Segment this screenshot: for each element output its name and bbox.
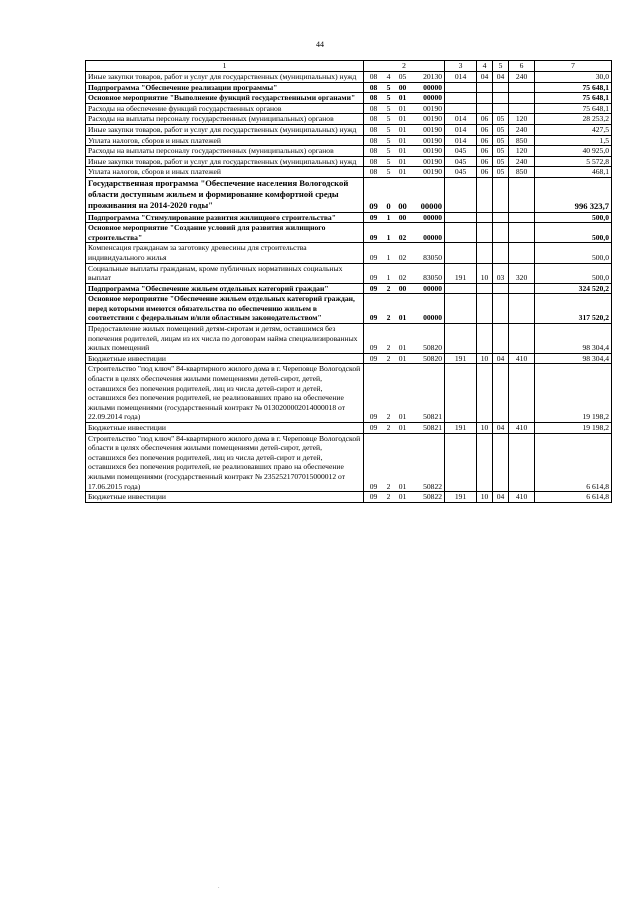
col-3-value (445, 82, 477, 93)
amount-value: 98 304,4 (535, 353, 612, 364)
col-4-value: 06 (477, 167, 493, 178)
table-row (86, 223, 612, 243)
row-name: Уплата налогов, сборов и иных платежей (86, 167, 364, 178)
col-6-value: 240 (509, 156, 535, 167)
col-6-value (509, 212, 535, 223)
table-row (86, 433, 612, 492)
col-5-value (493, 223, 509, 243)
code-program: 09 (364, 223, 384, 243)
col-5-value: 03 (493, 263, 509, 283)
row-name: Социальные выплаты гражданам, кроме публичных нормативных социальных выплат (86, 263, 364, 283)
code-program: 09 (364, 243, 384, 263)
code-subprogram: 5 (384, 124, 394, 135)
col-4-value (477, 103, 493, 114)
row-name: Строительство "под ключ" 84-квартирного жилого дома в г. Череповце Вологодской области в целях обеспечения жилыми помещениями детей-сирот, детей, оставшихся без попечения родителей, лиц из числа детей-сирот и детей, оставшихся без попечения родителей, не реализовавших право на обеспечение жилыми помещениями (государственный контракт № 0130200002014000018 от 22.09.2014 года) (86, 364, 364, 423)
code-subprogram: 5 (384, 93, 394, 104)
col-4-value (477, 212, 493, 223)
col-3-value: 191 (445, 263, 477, 283)
budget-table (85, 60, 612, 503)
code-event: 02 (394, 243, 412, 263)
code-subprogram: 5 (384, 146, 394, 157)
code-event: 01 (394, 364, 412, 423)
col-5-value (493, 324, 509, 354)
code-program: 09 (364, 212, 384, 223)
col-5-value (493, 294, 509, 324)
code-subprogram: 2 (384, 324, 394, 354)
col-4-value (477, 364, 493, 423)
header-col-6: 6 (509, 61, 535, 72)
code-event: 00 (394, 283, 412, 294)
code-program: 09 (364, 353, 384, 364)
code-program: 08 (364, 146, 384, 157)
col-4-value (477, 324, 493, 354)
col-6-value (509, 294, 535, 324)
code-event: 05 (394, 72, 412, 83)
code-subprogram: 2 (384, 283, 394, 294)
code-subprogram: 5 (384, 156, 394, 167)
table-row (86, 103, 612, 114)
col-4-value: 06 (477, 124, 493, 135)
col-3-value (445, 283, 477, 294)
table-row (86, 114, 612, 125)
row-name: Иные закупки товаров, работ и услуг для государственных (муниципальных) нужд (86, 156, 364, 167)
col-5-value (493, 243, 509, 263)
code-event: 01 (394, 294, 412, 324)
row-name: Компенсация гражданам за заготовку древесины для строительства индивидуального жилья (86, 243, 364, 263)
col-6-value (509, 177, 535, 212)
col-6-value: 850 (509, 135, 535, 146)
col-4-value: 10 (477, 263, 493, 283)
code-subprogram: 5 (384, 135, 394, 146)
code-program: 08 (364, 167, 384, 178)
col-5-value: 05 (493, 114, 509, 125)
col-6-value (509, 324, 535, 354)
col-3-value: 014 (445, 72, 477, 83)
amount-value: 6 614,8 (535, 433, 612, 492)
row-name: Бюджетные инвестиции (86, 492, 364, 503)
col-4-value: 10 (477, 423, 493, 434)
col-4-value (477, 294, 493, 324)
row-name: Подпрограмма "Обеспечение жильем отдельных категорий граждан" (86, 283, 364, 294)
code-subprogram: 1 (384, 263, 394, 283)
row-name: Расходы на обеспечение функций государственных органов (86, 103, 364, 114)
amount-value: 500,0 (535, 223, 612, 243)
col-4-value (477, 243, 493, 263)
col-4-value (477, 223, 493, 243)
col-3-value (445, 324, 477, 354)
code-subprogram: 2 (384, 433, 394, 492)
code-subprogram: 0 (384, 177, 394, 212)
amount-value: 1,5 (535, 135, 612, 146)
amount-value: 324 520,2 (535, 283, 612, 294)
col-5-value: 05 (493, 124, 509, 135)
col-3-value (445, 93, 477, 104)
code-direction: 00190 (412, 146, 445, 157)
table-row (86, 177, 612, 212)
col-4-value: 10 (477, 492, 493, 503)
col-3-value: 045 (445, 167, 477, 178)
code-subprogram: 5 (384, 167, 394, 178)
col-4-value: 10 (477, 353, 493, 364)
table-row (86, 124, 612, 135)
code-subprogram: 2 (384, 423, 394, 434)
header-col-3: 3 (445, 61, 477, 72)
col-6-value: 410 (509, 353, 535, 364)
code-direction: 00000 (412, 283, 445, 294)
col-3-value (445, 364, 477, 423)
code-program: 09 (364, 177, 384, 212)
code-program: 09 (364, 263, 384, 283)
code-subprogram: 1 (384, 223, 394, 243)
table-row (86, 492, 612, 503)
col-3-value (445, 433, 477, 492)
code-direction: 50821 (412, 364, 445, 423)
col-3-value (445, 294, 477, 324)
table-row (86, 263, 612, 283)
code-subprogram: 5 (384, 82, 394, 93)
table-row (86, 294, 612, 324)
header-col-1: 1 (86, 61, 364, 72)
col-6-value (509, 433, 535, 492)
col-6-value (509, 93, 535, 104)
col-6-value (509, 283, 535, 294)
col-5-value: 04 (493, 72, 509, 83)
code-program: 08 (364, 93, 384, 104)
code-program: 08 (364, 114, 384, 125)
col-4-value: 06 (477, 114, 493, 125)
table-row (86, 93, 612, 104)
code-event: 01 (394, 423, 412, 434)
col-6-value: 120 (509, 114, 535, 125)
col-4-value: 06 (477, 146, 493, 157)
col-5-value (493, 212, 509, 223)
code-event: 01 (394, 167, 412, 178)
code-program: 09 (364, 364, 384, 423)
code-event: 01 (394, 324, 412, 354)
col-3-value (445, 223, 477, 243)
code-program: 08 (364, 72, 384, 83)
code-event: 01 (394, 492, 412, 503)
table-row (86, 156, 612, 167)
code-direction: 00190 (412, 156, 445, 167)
col-3-value: 191 (445, 423, 477, 434)
table-row (86, 364, 612, 423)
code-event: 00 (394, 82, 412, 93)
amount-value: 5 572,8 (535, 156, 612, 167)
col-3-value: 045 (445, 146, 477, 157)
code-direction: 83050 (412, 243, 445, 263)
code-event: 01 (394, 135, 412, 146)
col-4-value: 04 (477, 72, 493, 83)
col-5-value (493, 103, 509, 114)
code-subprogram: 2 (384, 353, 394, 364)
col-5-value: 05 (493, 167, 509, 178)
code-subprogram: 2 (384, 492, 394, 503)
code-event: 01 (394, 146, 412, 157)
code-direction: 50820 (412, 324, 445, 354)
col-3-value (445, 177, 477, 212)
col-6-value: 240 (509, 124, 535, 135)
col-3-value: 014 (445, 124, 477, 135)
col-3-value: 045 (445, 156, 477, 167)
col-6-value: 320 (509, 263, 535, 283)
code-subprogram: 2 (384, 294, 394, 324)
table-row (86, 167, 612, 178)
col-4-value (477, 93, 493, 104)
col-6-value: 850 (509, 167, 535, 178)
code-direction: 00000 (412, 294, 445, 324)
code-direction: 00000 (412, 93, 445, 104)
col-4-value: 06 (477, 156, 493, 167)
col-6-value (509, 364, 535, 423)
col-3-value (445, 243, 477, 263)
code-direction: 00190 (412, 135, 445, 146)
col-5-value (493, 433, 509, 492)
row-name: Предоставление жилых помещений детям-сиротам и детям, оставшимся без попечения родителей, лицам из их числа по договорам найма специализированных жилых помещений (86, 324, 364, 354)
row-name: Иные закупки товаров, работ и услуг для государственных (муниципальных) нужд (86, 124, 364, 135)
col-4-value: 06 (477, 135, 493, 146)
table-body (86, 61, 612, 503)
table-row (86, 324, 612, 354)
col-5-value: 04 (493, 353, 509, 364)
amount-value: 75 648,1 (535, 82, 612, 93)
col-5-value (493, 177, 509, 212)
code-subprogram: 5 (384, 103, 394, 114)
amount-value: 40 925,0 (535, 146, 612, 157)
code-direction: 00190 (412, 114, 445, 125)
amount-value: 468,1 (535, 167, 612, 178)
header-col-7: 7 (535, 61, 612, 72)
code-event: 00 (394, 177, 412, 212)
code-direction: 00000 (412, 223, 445, 243)
row-name: Бюджетные инвестиции (86, 423, 364, 434)
row-name: Основное мероприятие "Создание условий для развития жилищного строительства" (86, 223, 364, 243)
amount-value: 6 614,8 (535, 492, 612, 503)
col-3-value: 191 (445, 492, 477, 503)
code-subprogram: 2 (384, 364, 394, 423)
amount-value: 996 323,7 (535, 177, 612, 212)
row-name: Бюджетные инвестиции (86, 353, 364, 364)
footer-mark: . (218, 884, 220, 890)
code-event: 01 (394, 433, 412, 492)
col-6-value: 410 (509, 423, 535, 434)
code-direction: 50821 (412, 423, 445, 434)
code-program: 09 (364, 433, 384, 492)
code-event: 01 (394, 114, 412, 125)
col-5-value: 04 (493, 492, 509, 503)
row-name: Уплата налогов, сборов и иных платежей (86, 135, 364, 146)
col-5-value: 04 (493, 423, 509, 434)
row-name: Основное мероприятие "Выполнение функций государственными органами" (86, 93, 364, 104)
row-name: Основное мероприятие "Обеспечение жильем отдельных категорий граждан, перед которыми имеются обязательства по обеспечению жильем в соответствии с федеральным и/или областным законодательством" (86, 294, 364, 324)
col-6-value: 120 (509, 146, 535, 157)
amount-value: 75 648,1 (535, 93, 612, 104)
col-6-value (509, 223, 535, 243)
code-direction: 20130 (412, 72, 445, 83)
table-row (86, 423, 612, 434)
code-direction: 00190 (412, 103, 445, 114)
col-5-value: 05 (493, 156, 509, 167)
code-subprogram: 4 (384, 72, 394, 83)
table-row (86, 72, 612, 83)
code-program: 09 (364, 294, 384, 324)
code-event: 01 (394, 124, 412, 135)
col-3-value: 191 (445, 353, 477, 364)
table-row (86, 283, 612, 294)
table-row (86, 146, 612, 157)
col-5-value (493, 93, 509, 104)
col-5-value: 05 (493, 135, 509, 146)
header-col-5: 5 (493, 61, 509, 72)
amount-value: 500,0 (535, 263, 612, 283)
code-direction: 00000 (412, 212, 445, 223)
code-program: 09 (364, 492, 384, 503)
row-name: Подпрограмма "Стимулирование развития жилищного строительства" (86, 212, 364, 223)
header-col-4: 4 (477, 61, 493, 72)
code-direction: 50822 (412, 492, 445, 503)
code-direction: 83050 (412, 263, 445, 283)
amount-value: 19 198,2 (535, 423, 612, 434)
code-event: 01 (394, 93, 412, 104)
code-program: 09 (364, 423, 384, 434)
code-program: 08 (364, 124, 384, 135)
col-5-value (493, 283, 509, 294)
col-4-value (477, 82, 493, 93)
code-direction: 50820 (412, 353, 445, 364)
code-subprogram: 5 (384, 114, 394, 125)
table-row (86, 212, 612, 223)
table-row (86, 135, 612, 146)
amount-value: 500,0 (535, 243, 612, 263)
amount-value: 500,0 (535, 212, 612, 223)
col-4-value (477, 283, 493, 294)
col-5-value (493, 364, 509, 423)
row-name: Государственная программа "Обеспечение населения Вологодской области доступным жильем и формирование комфортной среды проживания на 2014-2020 годы" (86, 177, 364, 212)
code-program: 09 (364, 324, 384, 354)
code-program: 08 (364, 103, 384, 114)
code-event: 01 (394, 353, 412, 364)
amount-value: 427,5 (535, 124, 612, 135)
amount-value: 317 520,2 (535, 294, 612, 324)
row-name: Расходы на выплаты персоналу государственных (муниципальных) органов (86, 114, 364, 125)
code-event: 01 (394, 156, 412, 167)
amount-value: 28 253,2 (535, 114, 612, 125)
table-row (86, 82, 612, 93)
code-direction: 50822 (412, 433, 445, 492)
code-subprogram: 1 (384, 243, 394, 263)
col-4-value (477, 177, 493, 212)
header-col-2: 2 (364, 61, 445, 72)
col-3-value (445, 103, 477, 114)
row-name: Расходы на выплаты персоналу государственных (муниципальных) органов (86, 146, 364, 157)
col-6-value (509, 82, 535, 93)
col-5-value: 05 (493, 146, 509, 157)
code-event: 02 (394, 223, 412, 243)
code-program: 08 (364, 82, 384, 93)
table-row (86, 353, 612, 364)
row-name: Иные закупки товаров, работ и услуг для государственных (муниципальных) нужд (86, 72, 364, 83)
code-direction: 00190 (412, 167, 445, 178)
row-name: Строительство "под ключ" 84-квартирного жилого дома в г. Череповце Вологодской области в целях обеспечения жилыми помещениями детей-сирот, детей, оставшихся без попечения родителей, лиц из числа детей-сирот и детей, оставшихся без попечения родителей, не реализовавших право на обеспечение жилыми помещениями (государственный контракт № 2352521707015000012 от 17.06.2015 года) (86, 433, 364, 492)
col-3-value: 014 (445, 135, 477, 146)
code-program: 08 (364, 135, 384, 146)
col-6-value (509, 243, 535, 263)
col-6-value: 240 (509, 72, 535, 83)
page-number: 44 (316, 40, 324, 49)
amount-value: 30,0 (535, 72, 612, 83)
amount-value: 19 198,2 (535, 364, 612, 423)
code-event: 02 (394, 263, 412, 283)
col-6-value (509, 103, 535, 114)
table-row (86, 243, 612, 263)
amount-value: 75 648,1 (535, 103, 612, 114)
code-subprogram: 1 (384, 212, 394, 223)
code-direction: 00190 (412, 124, 445, 135)
code-direction: 00000 (412, 177, 445, 212)
col-3-value: 014 (445, 114, 477, 125)
col-6-value: 410 (509, 492, 535, 503)
code-program: 09 (364, 283, 384, 294)
code-event: 01 (394, 103, 412, 114)
col-5-value (493, 82, 509, 93)
col-4-value (477, 433, 493, 492)
code-event: 00 (394, 212, 412, 223)
amount-value: 98 304,4 (535, 324, 612, 354)
code-direction: 00000 (412, 82, 445, 93)
col-3-value (445, 212, 477, 223)
table-header-row (86, 61, 612, 72)
row-name: Подпрограмма "Обеспечение реализации программы" (86, 82, 364, 93)
code-program: 08 (364, 156, 384, 167)
